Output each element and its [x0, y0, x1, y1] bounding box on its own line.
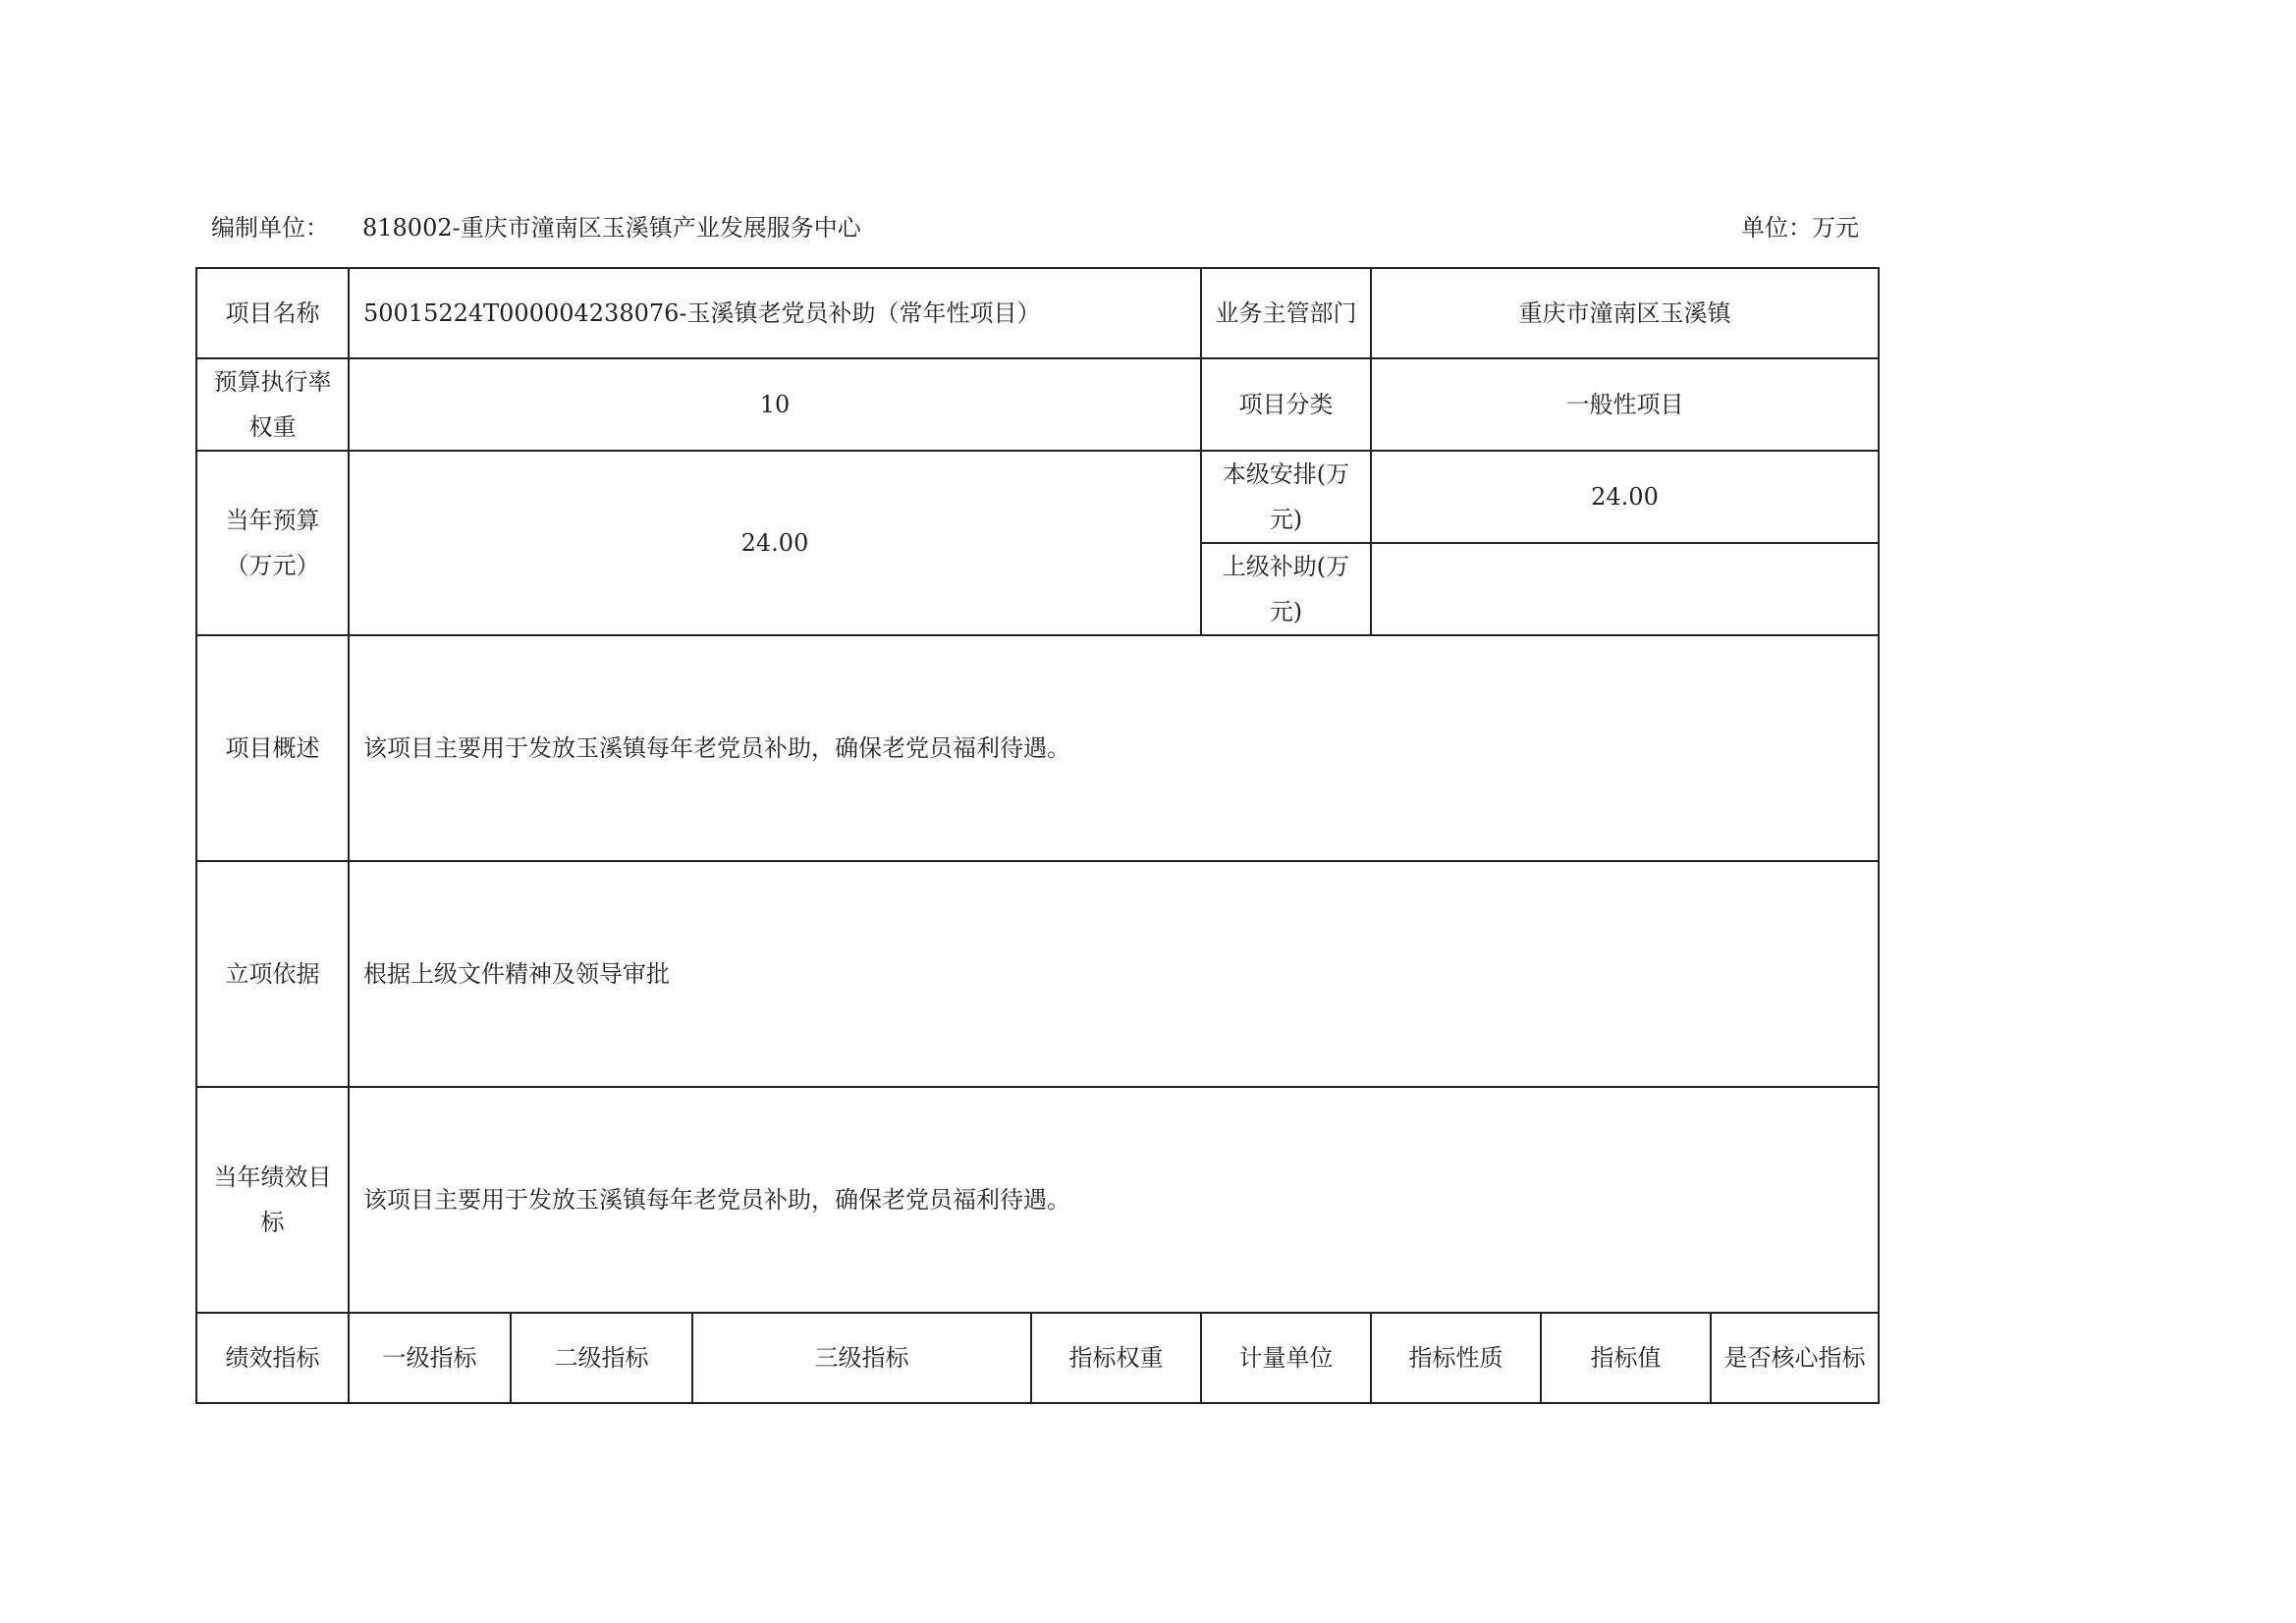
dept-value: 重庆市潼南区玉溪镇 [1371, 268, 1879, 358]
local-label: 本级安排(万元) [1201, 451, 1371, 543]
local-value: 24.00 [1371, 451, 1879, 543]
row-goal [196, 1087, 1879, 1313]
category-value: 一般性项目 [1371, 358, 1879, 451]
col-indicator-weight: 指标权重 [1031, 1313, 1201, 1403]
row-overview [196, 635, 1879, 861]
basis-value: 根据上级文件精神及领导审批 [349, 861, 1879, 1087]
upper-label: 上级补助(万元) [1201, 543, 1371, 635]
overview-value: 该项目主要用于发放玉溪镇每年老党员补助，确保老党员福利待遇。 [349, 635, 1879, 861]
currency-unit: 单位：万元 [1741, 214, 1859, 242]
basis-label: 立项依据 [196, 861, 349, 1087]
budget-value: 24.00 [349, 451, 1201, 635]
dept-label [1201, 268, 1371, 358]
project-name-label: 项目名称 [196, 268, 349, 358]
col-level2-indicator: 二级指标 [511, 1313, 692, 1403]
col-level1-indicator: 一级指标 [349, 1313, 511, 1403]
project-performance-table [195, 267, 1880, 1404]
compiler-label: 编制单位： [211, 214, 329, 242]
row-budget-local [196, 451, 1879, 543]
budget-label: 当年预算（万元） [196, 451, 349, 635]
col-is-core: 是否核心指标 [1711, 1313, 1879, 1403]
col-level3-indicator: 三级指标 [692, 1313, 1031, 1403]
row-weight [196, 358, 1879, 451]
row-basis [196, 861, 1879, 1087]
row-project-name [196, 268, 1879, 358]
weight-label: 预算执行率权重 [196, 358, 349, 451]
weight-value: 10 [349, 358, 1201, 451]
indicators-label: 绩效指标 [196, 1313, 349, 1403]
goal-value: 该项目主要用于发放玉溪镇每年老党员补助，确保老党员福利待遇。 [349, 1087, 1879, 1313]
overview-label: 项目概述 [196, 635, 349, 861]
row-indicator-header [196, 1313, 1879, 1403]
col-measure-unit: 计量单位 [1201, 1313, 1371, 1403]
dept-label-text: 业务主管部门 [1215, 299, 1357, 327]
category-label: 项目分类 [1201, 358, 1371, 451]
project-name-value: 50015224T000004238076-玉溪镇老党员补助（常年性项目） [349, 268, 1201, 358]
upper-value [1371, 543, 1879, 635]
col-indicator-value: 指标值 [1541, 1313, 1711, 1403]
goal-label: 当年绩效目标 [196, 1087, 349, 1313]
compiler-unit-name: 818002-重庆市潼南区玉溪镇产业发展服务中心 [362, 214, 861, 242]
col-indicator-nature: 指标性质 [1371, 1313, 1541, 1403]
